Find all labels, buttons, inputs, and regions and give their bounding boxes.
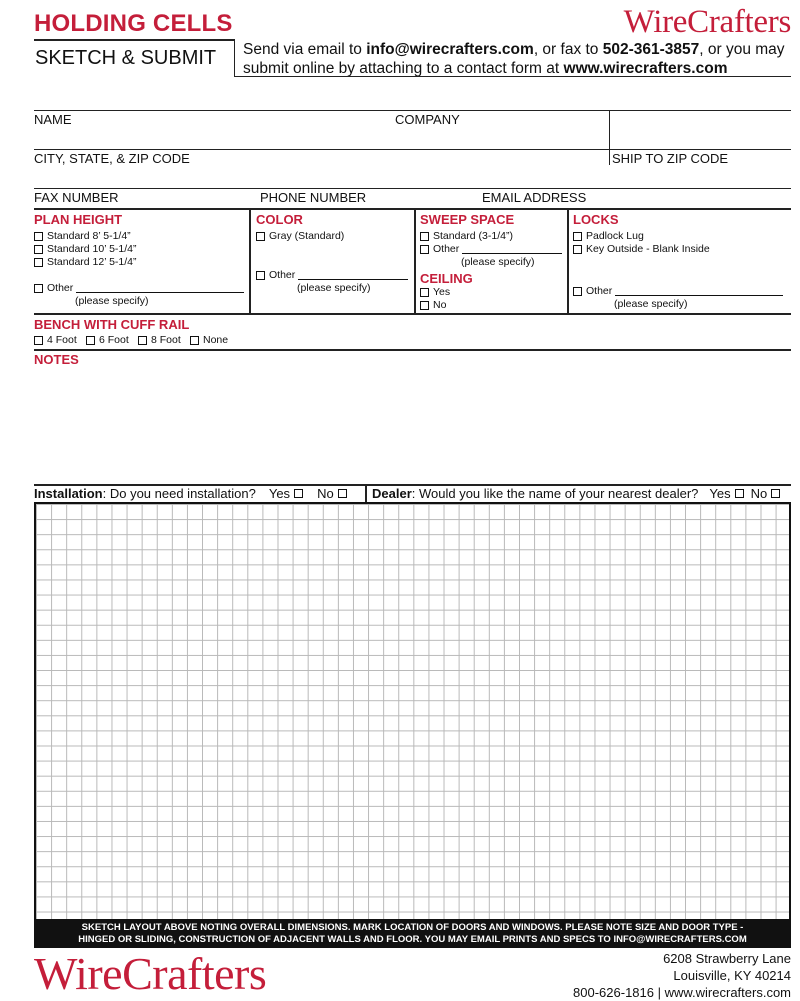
specify-hint: (please specify): [297, 282, 371, 294]
fax-label: FAX NUMBER: [34, 190, 119, 205]
sweep-space-option[interactable]: Standard (3-1/4”): [420, 230, 513, 242]
address-line: 6208 Strawberry Lane: [663, 951, 791, 966]
checkbox-icon[interactable]: [34, 258, 43, 267]
checkbox-icon[interactable]: [256, 271, 265, 280]
brand-logo-top: WireCrafters: [623, 4, 791, 40]
bench-option[interactable]: 6 Foot: [86, 334, 129, 346]
address-line: Louisville, KY 40214: [673, 968, 791, 983]
sweep-space-other[interactable]: Other: [420, 243, 562, 255]
instructions-line: SKETCH LAYOUT ABOVE NOTING OVERALL DIMENSIONS. MARK LOCATION OF DOORS AND WINDOWS. PLEASE NOTE SIZE AND DOOR TYPE -: [81, 922, 744, 933]
sweep-space-heading: SWEEP SPACE: [420, 212, 515, 227]
brand-logo-bottom: WireCrafters: [34, 948, 267, 999]
specify-hint: (please specify): [461, 256, 535, 268]
ceiling-option[interactable]: Yes: [420, 286, 450, 298]
checkbox-icon[interactable]: [256, 232, 265, 241]
locks-option[interactable]: Padlock Lug: [573, 230, 644, 242]
email-label: EMAIL ADDRESS: [482, 190, 587, 205]
color-heading: COLOR: [256, 212, 303, 227]
phone-website-line: 800-626-1816 | www.wirecrafters.com: [573, 985, 791, 1000]
locks-heading: LOCKS: [573, 212, 619, 227]
plan-height-heading: PLAN HEIGHT: [34, 212, 123, 227]
checkbox-icon[interactable]: [86, 336, 95, 345]
installation-question: Installation : Do you need installation? Yes No: [34, 486, 351, 501]
bench-option[interactable]: 8 Foot: [138, 334, 181, 346]
checkbox-icon[interactable]: [190, 336, 199, 345]
dealer-no-checkbox[interactable]: [771, 489, 780, 498]
ceiling-option[interactable]: No: [420, 299, 446, 311]
other-input-line[interactable]: [615, 286, 783, 296]
locks-option[interactable]: Key Outside - Blank Inside: [573, 243, 710, 255]
instructions-line: HINGED OR SLIDING, CONSTRUCTION OF ADJACENT WALLS AND FLOOR. YOU MAY EMAIL PRINTS AND SPECS TO INFO@WIRECRAFTERS.COM: [78, 934, 747, 945]
plan-height-other[interactable]: Other: [34, 282, 244, 294]
bench-option[interactable]: 4 Foot: [34, 334, 77, 346]
intro-text: , or fax to: [533, 41, 603, 58]
questions-divider: [365, 485, 367, 502]
locks-other[interactable]: Other: [573, 285, 783, 297]
column-divider: [414, 209, 416, 313]
checkbox-icon[interactable]: [34, 336, 43, 345]
form-subtitle: SKETCH & SUBMIT: [35, 47, 217, 69]
ship-zip-label: SHIP TO ZIP CODE: [612, 151, 729, 166]
plan-height-option[interactable]: Standard 10’ 5-1/4”: [34, 243, 137, 255]
other-input-line[interactable]: [462, 244, 562, 254]
checkbox-icon[interactable]: [34, 284, 43, 293]
intro-text: , or you may submit online by attaching to a contact form at: [243, 41, 785, 77]
intro-fax: 502-361-3857: [602, 41, 700, 58]
checkbox-icon[interactable]: [34, 232, 43, 241]
plan-height-option[interactable]: Standard 12’ 5-1/4”: [34, 256, 137, 268]
bench-heading: BENCH WITH CUFF RAIL: [34, 317, 190, 332]
specify-hint: (please specify): [614, 298, 688, 310]
options-bottom-rule: [34, 313, 791, 315]
ship-zip-divider: [609, 110, 610, 165]
name-label: NAME: [34, 112, 72, 127]
intro-email: info@wirecrafters.com: [366, 41, 534, 58]
installation-no-checkbox[interactable]: [338, 489, 347, 498]
dealer-yes-checkbox[interactable]: [735, 489, 744, 498]
plan-height-option[interactable]: Standard 8’ 5-1/4”: [34, 230, 131, 242]
column-divider: [567, 209, 569, 313]
company-address: [573, 950, 791, 1001]
contact-top-rule: [34, 110, 791, 111]
phone-label: PHONE NUMBER: [260, 190, 367, 205]
checkbox-icon[interactable]: [420, 245, 429, 254]
title-underline: [34, 39, 234, 41]
notes-top-rule: [34, 349, 791, 351]
column-divider: [249, 209, 251, 313]
form-title: HOLDING CELLS: [34, 10, 233, 37]
intro-website: www.wirecrafters.com: [563, 60, 728, 77]
color-option[interactable]: Gray (Standard): [256, 230, 344, 242]
company-label: COMPANY: [395, 112, 460, 127]
city-rule: [34, 149, 791, 150]
checkbox-icon[interactable]: [34, 245, 43, 254]
checkbox-icon[interactable]: [573, 287, 582, 296]
bench-option[interactable]: None: [190, 334, 228, 346]
checkbox-icon[interactable]: [573, 245, 582, 254]
other-input-line[interactable]: [298, 270, 408, 280]
submit-instructions: [243, 40, 800, 78]
city-state-zip-label: CITY, STATE, & ZIP CODE: [34, 151, 190, 166]
installation-yes-checkbox[interactable]: [294, 489, 303, 498]
specify-hint: (please specify): [75, 295, 149, 307]
header-bottom-rule: [234, 76, 791, 77]
color-other[interactable]: Other: [256, 269, 408, 281]
notes-heading: NOTES: [34, 352, 79, 367]
fax-rule: [34, 188, 791, 189]
checkbox-icon[interactable]: [573, 232, 582, 241]
checkbox-icon[interactable]: [420, 288, 429, 297]
sketch-grid[interactable]: [34, 502, 791, 919]
intro-text: Send via email to: [243, 41, 367, 58]
options-top-rule: [34, 208, 791, 210]
sketch-instructions-bar: [34, 919, 791, 948]
checkbox-icon[interactable]: [138, 336, 147, 345]
header-divider: [234, 39, 235, 76]
ceiling-heading: CEILING: [420, 271, 473, 286]
dealer-question: Dealer : Would you like the name of your nearest dealer? Yes No: [372, 486, 784, 501]
other-input-line[interactable]: [76, 283, 244, 293]
notes-area[interactable]: [34, 370, 791, 480]
checkbox-icon[interactable]: [420, 301, 429, 310]
checkbox-icon[interactable]: [420, 232, 429, 241]
